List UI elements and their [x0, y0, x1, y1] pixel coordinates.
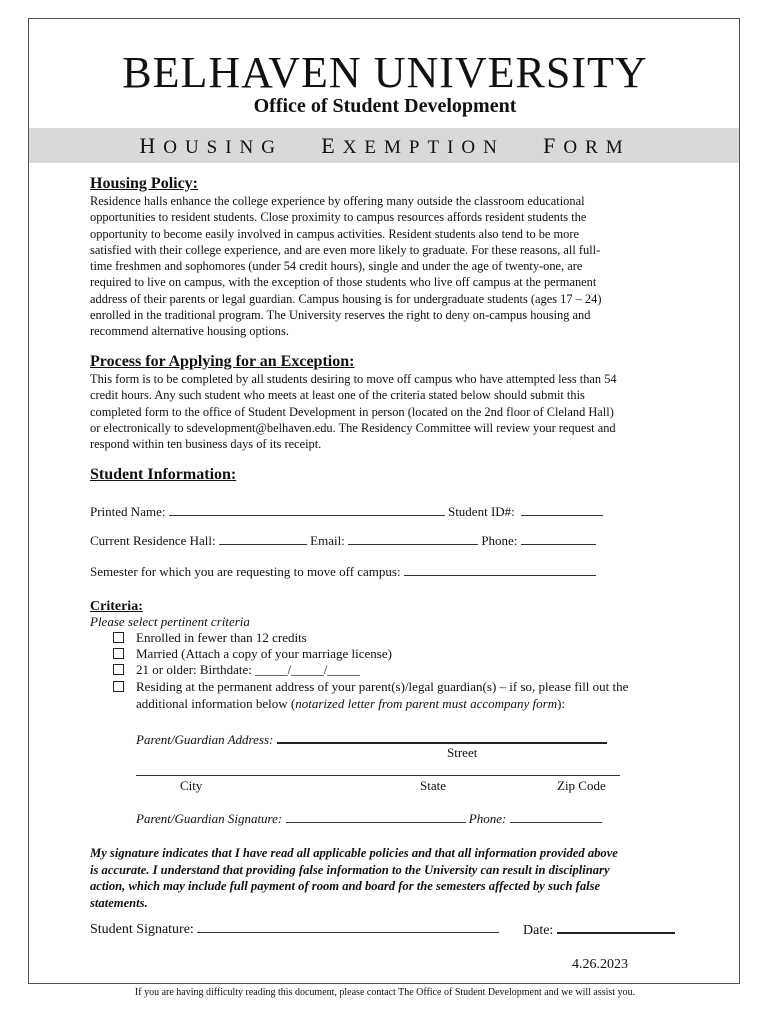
footer-note: If you are having difficulty reading this document, please contact The Office of Student Development and we will assist you.: [134, 987, 636, 998]
email-label: Email:: [310, 533, 345, 548]
state-label: State: [420, 778, 446, 793]
criteria-item-credits: Enrolled in fewer than 12 credits: [136, 630, 307, 645]
item4-cont: additional information below (: [136, 696, 296, 711]
process-heading: Process for Applying for an Exception:: [90, 353, 355, 370]
policy-heading: Housing Policy:: [90, 175, 199, 192]
student-id-label: Student ID#:: [447, 504, 515, 519]
phone-label: Phone:: [481, 533, 518, 548]
guardian-address-label: Parent/Guardian Address:: [136, 732, 274, 747]
criteria-checkbox-married[interactable]: [113, 648, 124, 659]
form-title: [0, 134, 770, 160]
student-id-field[interactable]: [521, 503, 603, 516]
certification-line: statements.: [90, 895, 148, 910]
student-signature-field[interactable]: [197, 919, 499, 933]
criteria-item-married: Married (Attach a copy of your marriage license): [136, 646, 392, 661]
city-label: City: [180, 778, 203, 793]
residence-hall-field[interactable]: [219, 532, 307, 545]
policy-line: time freshmen and sophomores (under 54 credit hours), single and under the age of twenty-one, are: [90, 259, 583, 274]
criteria-instruction: Please select pertinent criteria: [90, 614, 250, 629]
university-name: BELHAVEN UNIVERSITY: [122, 48, 648, 97]
criteria-item-age: 21 or older: Birthdate: _____/_____/_____: [136, 662, 360, 677]
date-row: [523, 919, 675, 940]
residence-row: [90, 532, 596, 549]
certification-line: is accurate. I understand that providing false information to the University can result in disciplinary: [90, 862, 610, 877]
phone-field[interactable]: [521, 532, 596, 545]
certification-line: My signature indicates that I have read all applicable policies and that all information provided above: [90, 846, 618, 860]
policy-line: recommend alternative housing options.: [90, 324, 289, 339]
policy-line: Residence halls enhance the college experience by offering many outside the classroom educational: [90, 194, 585, 208]
criteria-heading: Criteria:: [90, 599, 143, 614]
revision-date: 4.26.2023: [572, 957, 628, 972]
policy-line: required to live on campus, with the exception of those students who live off campus at the permanent: [90, 275, 597, 290]
guardian-signature-field[interactable]: [286, 810, 466, 823]
certification-line: action, which may include full payment of room and board for the semesters affected by such false: [90, 879, 601, 893]
guardian-address-row: [136, 730, 607, 748]
policy-line: opportunities to resident students. Close proximity to campus resources affords resident students the: [90, 210, 587, 225]
form-title-text: HOUSING EXEMPTION FORM: [139, 133, 631, 158]
printed-name-label: Printed Name:: [90, 504, 166, 519]
policy-line: satisfied with their college experience, and are even more likely to graduate. For these reasons, all full-: [90, 242, 601, 257]
student-signature-label: Student Signature:: [90, 922, 194, 937]
criteria-item-parent-address: Residing at the permanent address of your parent(s)/legal guardian(s) – if so, please fill out the: [136, 679, 629, 694]
item4-end: ):: [557, 696, 566, 711]
guardian-phone-field[interactable]: [510, 810, 602, 823]
printed-name-row: [90, 503, 603, 520]
zip-label: Zip Code: [557, 778, 606, 793]
semester-row: [90, 563, 596, 580]
printed-name-field[interactable]: [169, 503, 445, 516]
guardian-signature-row: [136, 810, 602, 827]
process-line: credit hours. Any such student who meets at least one of the criteria stated below should submit this: [90, 388, 585, 403]
criteria-checkbox-age[interactable]: [113, 664, 124, 675]
guardian-signature-label: Parent/Guardian Signature:: [136, 811, 283, 826]
date-label: Date:: [523, 923, 554, 938]
criteria-checkbox-credits[interactable]: [113, 632, 124, 643]
student-signature-row: [90, 919, 499, 939]
policy-line: enrolled in the traditional program. The University reserves the right to deny on-campus housing and: [90, 308, 591, 323]
policy-text: [90, 193, 690, 340]
policy-line: opportunity to become easily involved in campus activities. Resident students also tend to be more: [90, 226, 579, 241]
criteria-checkbox-parent-address[interactable]: [113, 681, 124, 692]
process-line: respond within ten business days of its receipt.: [90, 437, 322, 452]
process-text: [90, 371, 690, 452]
street-label: Street: [447, 745, 478, 760]
process-line: or electronically to sdevelopment@belhaven.edu. The Residency Committee will review your request and: [90, 420, 616, 435]
process-line: completed form to the office of Student Development in person (located on the 2nd floor of Cleland Hall): [90, 404, 614, 419]
email-field[interactable]: [348, 532, 478, 545]
certification-text: [90, 845, 680, 911]
student-info-heading: Student Information:: [90, 466, 237, 483]
date-field[interactable]: [557, 919, 675, 934]
policy-line: address of their parents or legal guardian. Campus housing is for undergraduate students (ages 17 – 24): [90, 291, 602, 306]
guardian-phone-label: Phone:: [468, 811, 507, 826]
guardian-city-state-zip-field[interactable]: [136, 775, 620, 776]
semester-label: Semester for which you are requesting to move off campus:: [90, 564, 401, 579]
office-name: Office of Student Development: [253, 95, 517, 117]
guardian-street-field[interactable]: [277, 730, 607, 744]
item4-note: notarized letter from parent must accompany form: [295, 696, 558, 711]
criteria-item-parent-address-cont: [136, 696, 565, 712]
semester-field[interactable]: [404, 563, 596, 576]
residence-hall-label: Current Residence Hall:: [90, 533, 216, 548]
process-line: This form is to be completed by all students desiring to move off campus who have attempted less than 54: [90, 372, 617, 386]
